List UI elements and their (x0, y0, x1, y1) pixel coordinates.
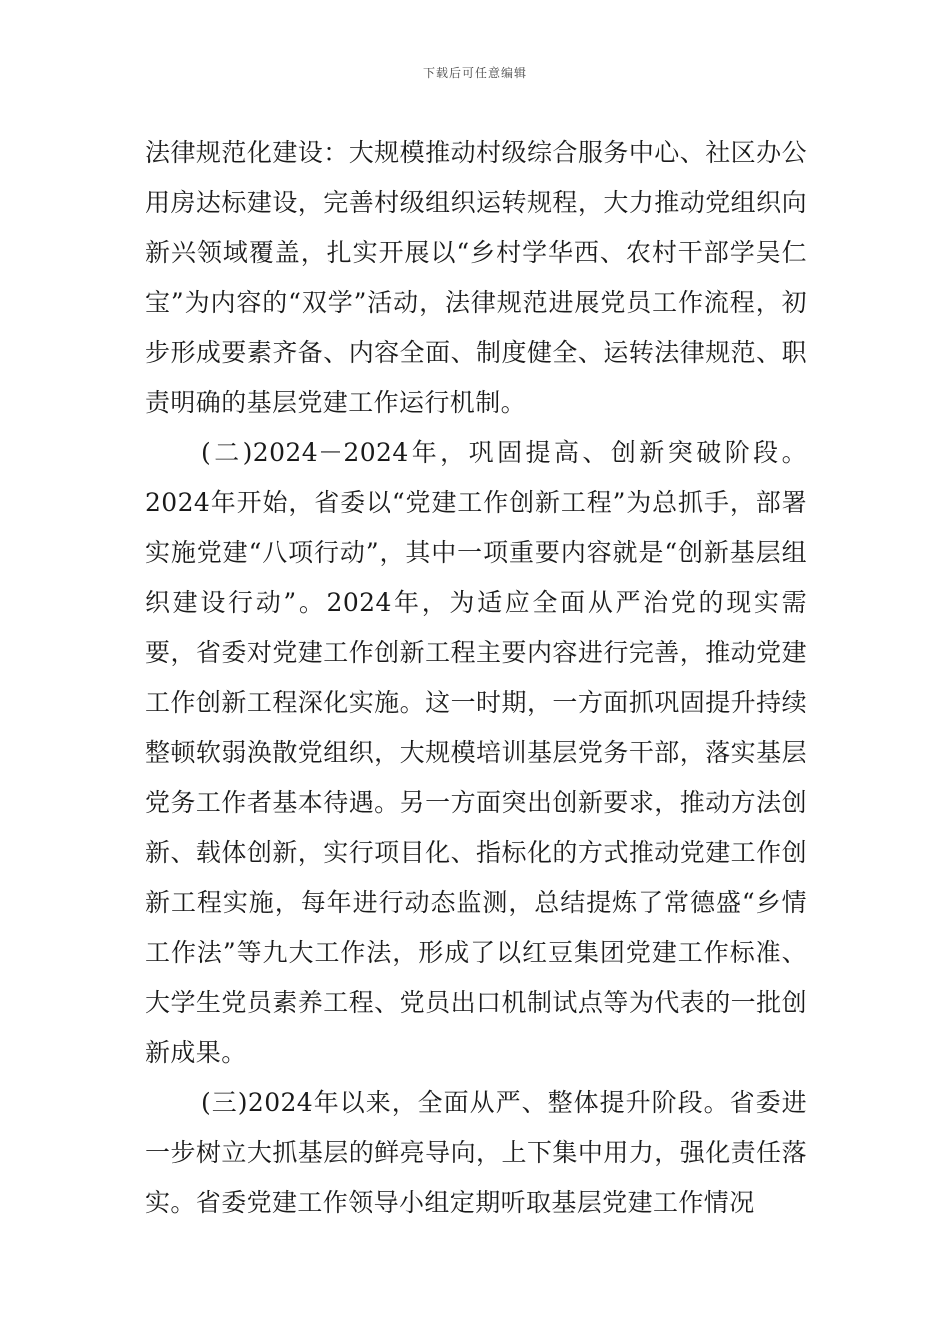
document-body (145, 128, 807, 1228)
paragraph-phase-two: (二)2024－2024年，巩固提高、创新突破阶段。2024年开始，省委以“党建工作创新工程”为总抓手，部署实施党建“八项行动”，其中一项重要内容就是“创新基层组织建设行动”。2024年，为适应全面从严治党的现实需要，省委对党建工作创新工程主要内容进行完善，推动党建工作创新工程深化实施。这一时期，一方面抓巩固提升持续整顿软弱涣散党组织，大规模培训基层党务干部，落实基层党务工作者基本待遇。另一方面突出创新要求，推动方法创新、载体创新，实行项目化、指标化的方式推动党建工作创新工程实施，每年进行动态监测，总结提炼了常德盛“乡情工作法”等九大工作法，形成了以红豆集团党建工作标准、大学生党员素养工程、党员出口机制试点等为代表的一批创新成果。 (145, 438, 807, 1067)
paragraph-phase-three: (三)2024年以来，全面从严、整体提升阶段。省委进一步树立大抓基层的鲜亮导向，上下集中用力，强化责任落实。省委党建工作领导小组定期听取基层党建工作情况 (145, 1088, 807, 1217)
page-header: 下载后可任意编辑 (422, 66, 527, 80)
paragraph-continuation: 法律规范化建设：大规模推动村级综合服务中心、社区办公用房达标建设，完善村级组织运转规程，大力推动党组织向新兴领域覆盖，扎实开展以“乡村学华西、农村干部学吴仁宝”为内容的“双学”活动，法律规范进展党员工作流程，初步形成要素齐备、内容全面、制度健全、运转法律规范、职责明确的基层党建工作运行机制。 (145, 138, 807, 417)
